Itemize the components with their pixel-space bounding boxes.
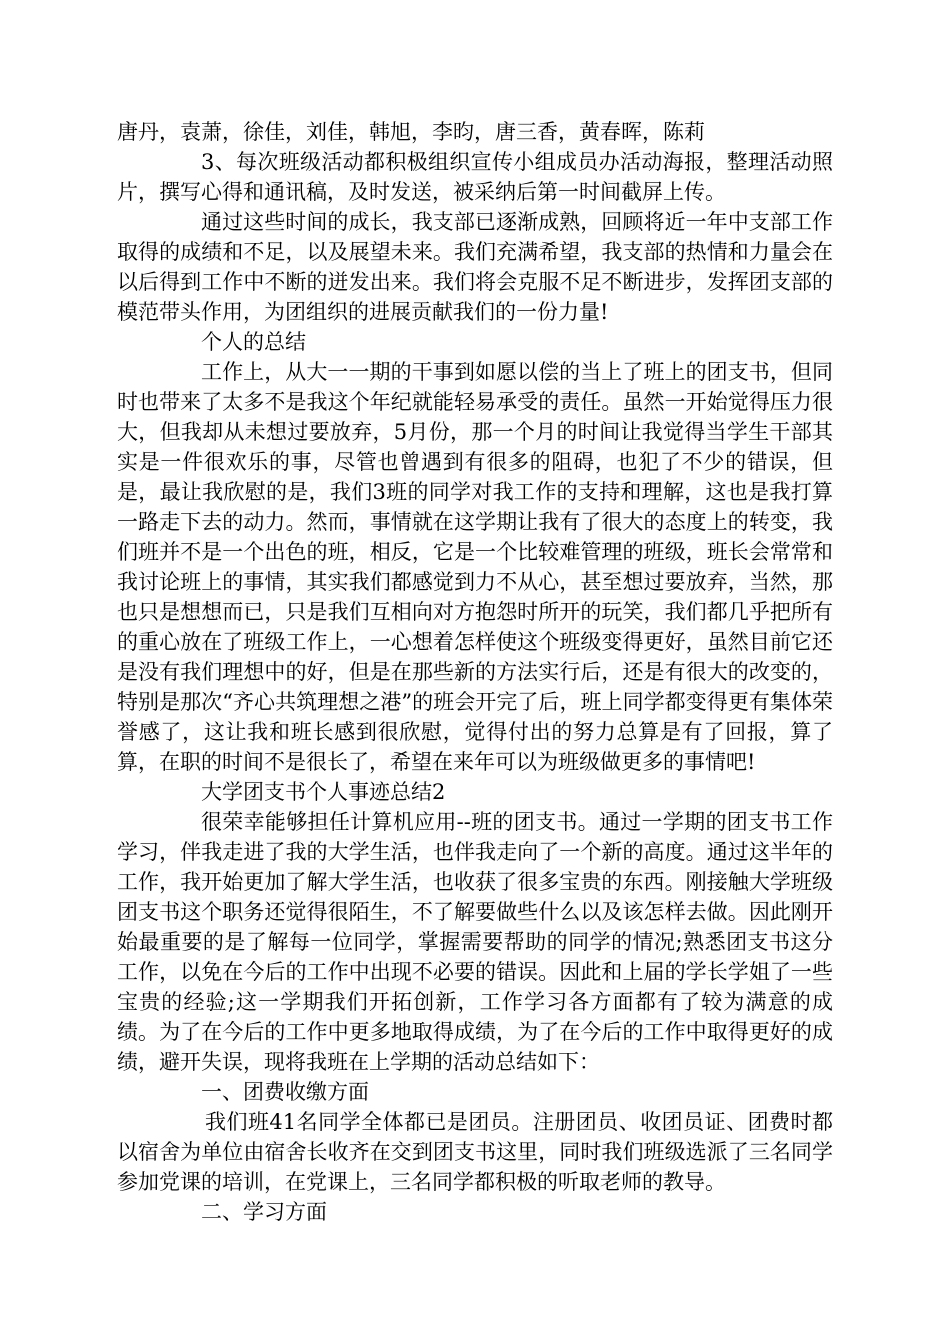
paragraph-name-list: 唐丹，袁萧，徐佳，刘佳，韩旭，李昀，唐三香，黄春晖，陈莉 bbox=[117, 120, 705, 144]
heading-summary-2: 大学团支书个人事迹总结2 bbox=[201, 780, 446, 804]
heading-league-fee: 一、团费收缴方面 bbox=[201, 1080, 369, 1104]
paragraph-branch-outlook: 通过这些时间的成长，我支部已逐渐成熟，回顾将近一年中支部工作取得的成绩和不足，以及展望未来。我们充满希望，我支部的热情和力量会在以后得到工作中不断的迸发出来。我们将会克服不足不断进步，发挥团支部的模范带头作用，为团组织的进展贡献我们的一份力量! bbox=[117, 210, 833, 324]
paragraph-publicity-item: 3、每次班级活动都积极组织宣传小组成员办活动海报，整理活动照片，撰写心得和通讯稿，及时发送，被采纳后第一时间截屏上传。 bbox=[117, 150, 833, 204]
paragraph-league-fee: 我们班41名同学全体都已是团员。注册团员、收团员证、团费时都以宿舍为单位由宿舍长收齐在交到团支书这里，同时我们班级选派了三名同学参加党课的培训，在党课上，三名同学都积极的听取老师的教导。 bbox=[117, 1110, 833, 1194]
heading-personal-summary: 个人的总结 bbox=[201, 330, 306, 354]
paragraph-summary-2-intro: 很荣幸能够担任计算机应用--班的团支书。通过一学期的团支书工作学习，伴我走进了我的大学生活，也伴我走向了一个新的高度。通过这半年的工作，我开始更加了解大学生活，也收获了很多宝贵的东西。刚接触大学班级团支书这个职务还觉得很陌生，不了解要做些什么以及该怎样去做。因此刚开始最重要的是了解每一位同学，掌握需要帮助的同学的情况;熟悉团支书这分工作，以免在今后的工作中出现不必要的错误。因此和上届的学长学姐了一些宝贵的经验;这一学期我们开拓创新，工作学习各方面都有了较为满意的成绩。为了在今后的工作中更多地取得成绩，为了在今后的工作中取得更好的成绩，避开失误，现将我班在上学期的活动总结如下： bbox=[117, 810, 833, 1074]
paragraph-personal-work: 工作上，从大一一期的干事到如愿以偿的当上了班上的团支书，但同时也带来了太多不是我这个年纪就能轻易承受的责任。虽然一开始觉得压力很大，但我却从未想过要放弃，5月份，那一个月的时间让我觉得当学生干部其实是一件很欢乐的事，尽管也曾遇到有很多的阻碍，也犯了不少的错误，但是，最让我欣慰的是，我们3班的同学对我工作的支持和理解，这也是我打算一路走下去的动力。然而，事情就在这学期让我有了很大的态度上的转变，我们班并不是一个出色的班，相反，它是一个比较难管理的班级，班长会常常和我讨论班上的事情，其实我们都感觉到力不从心，甚至想过要放弃，当然，那也只是想想而已，只是我们互相向对方抱怨时所开的玩笑，我们都几乎把所有的重心放在了班级工作上，一心想着怎样使这个班级变得更好，虽然目前它还是没有我们理想中的好，但是在那些新的方法实行后，还是有很大的改变的，特别是那次“齐心共筑理想之港”的班会开完了后，班上同学都变得更有集体荣誉感了，这让我和班长感到很欣慰，觉得付出的努力总算是有了回报，算了算，在职的时间不是很长了，希望在来年可以为班级做更多的事情吧! bbox=[117, 360, 833, 774]
document-page bbox=[117, 117, 833, 1227]
heading-study: 二、学习方面 bbox=[201, 1200, 327, 1224]
